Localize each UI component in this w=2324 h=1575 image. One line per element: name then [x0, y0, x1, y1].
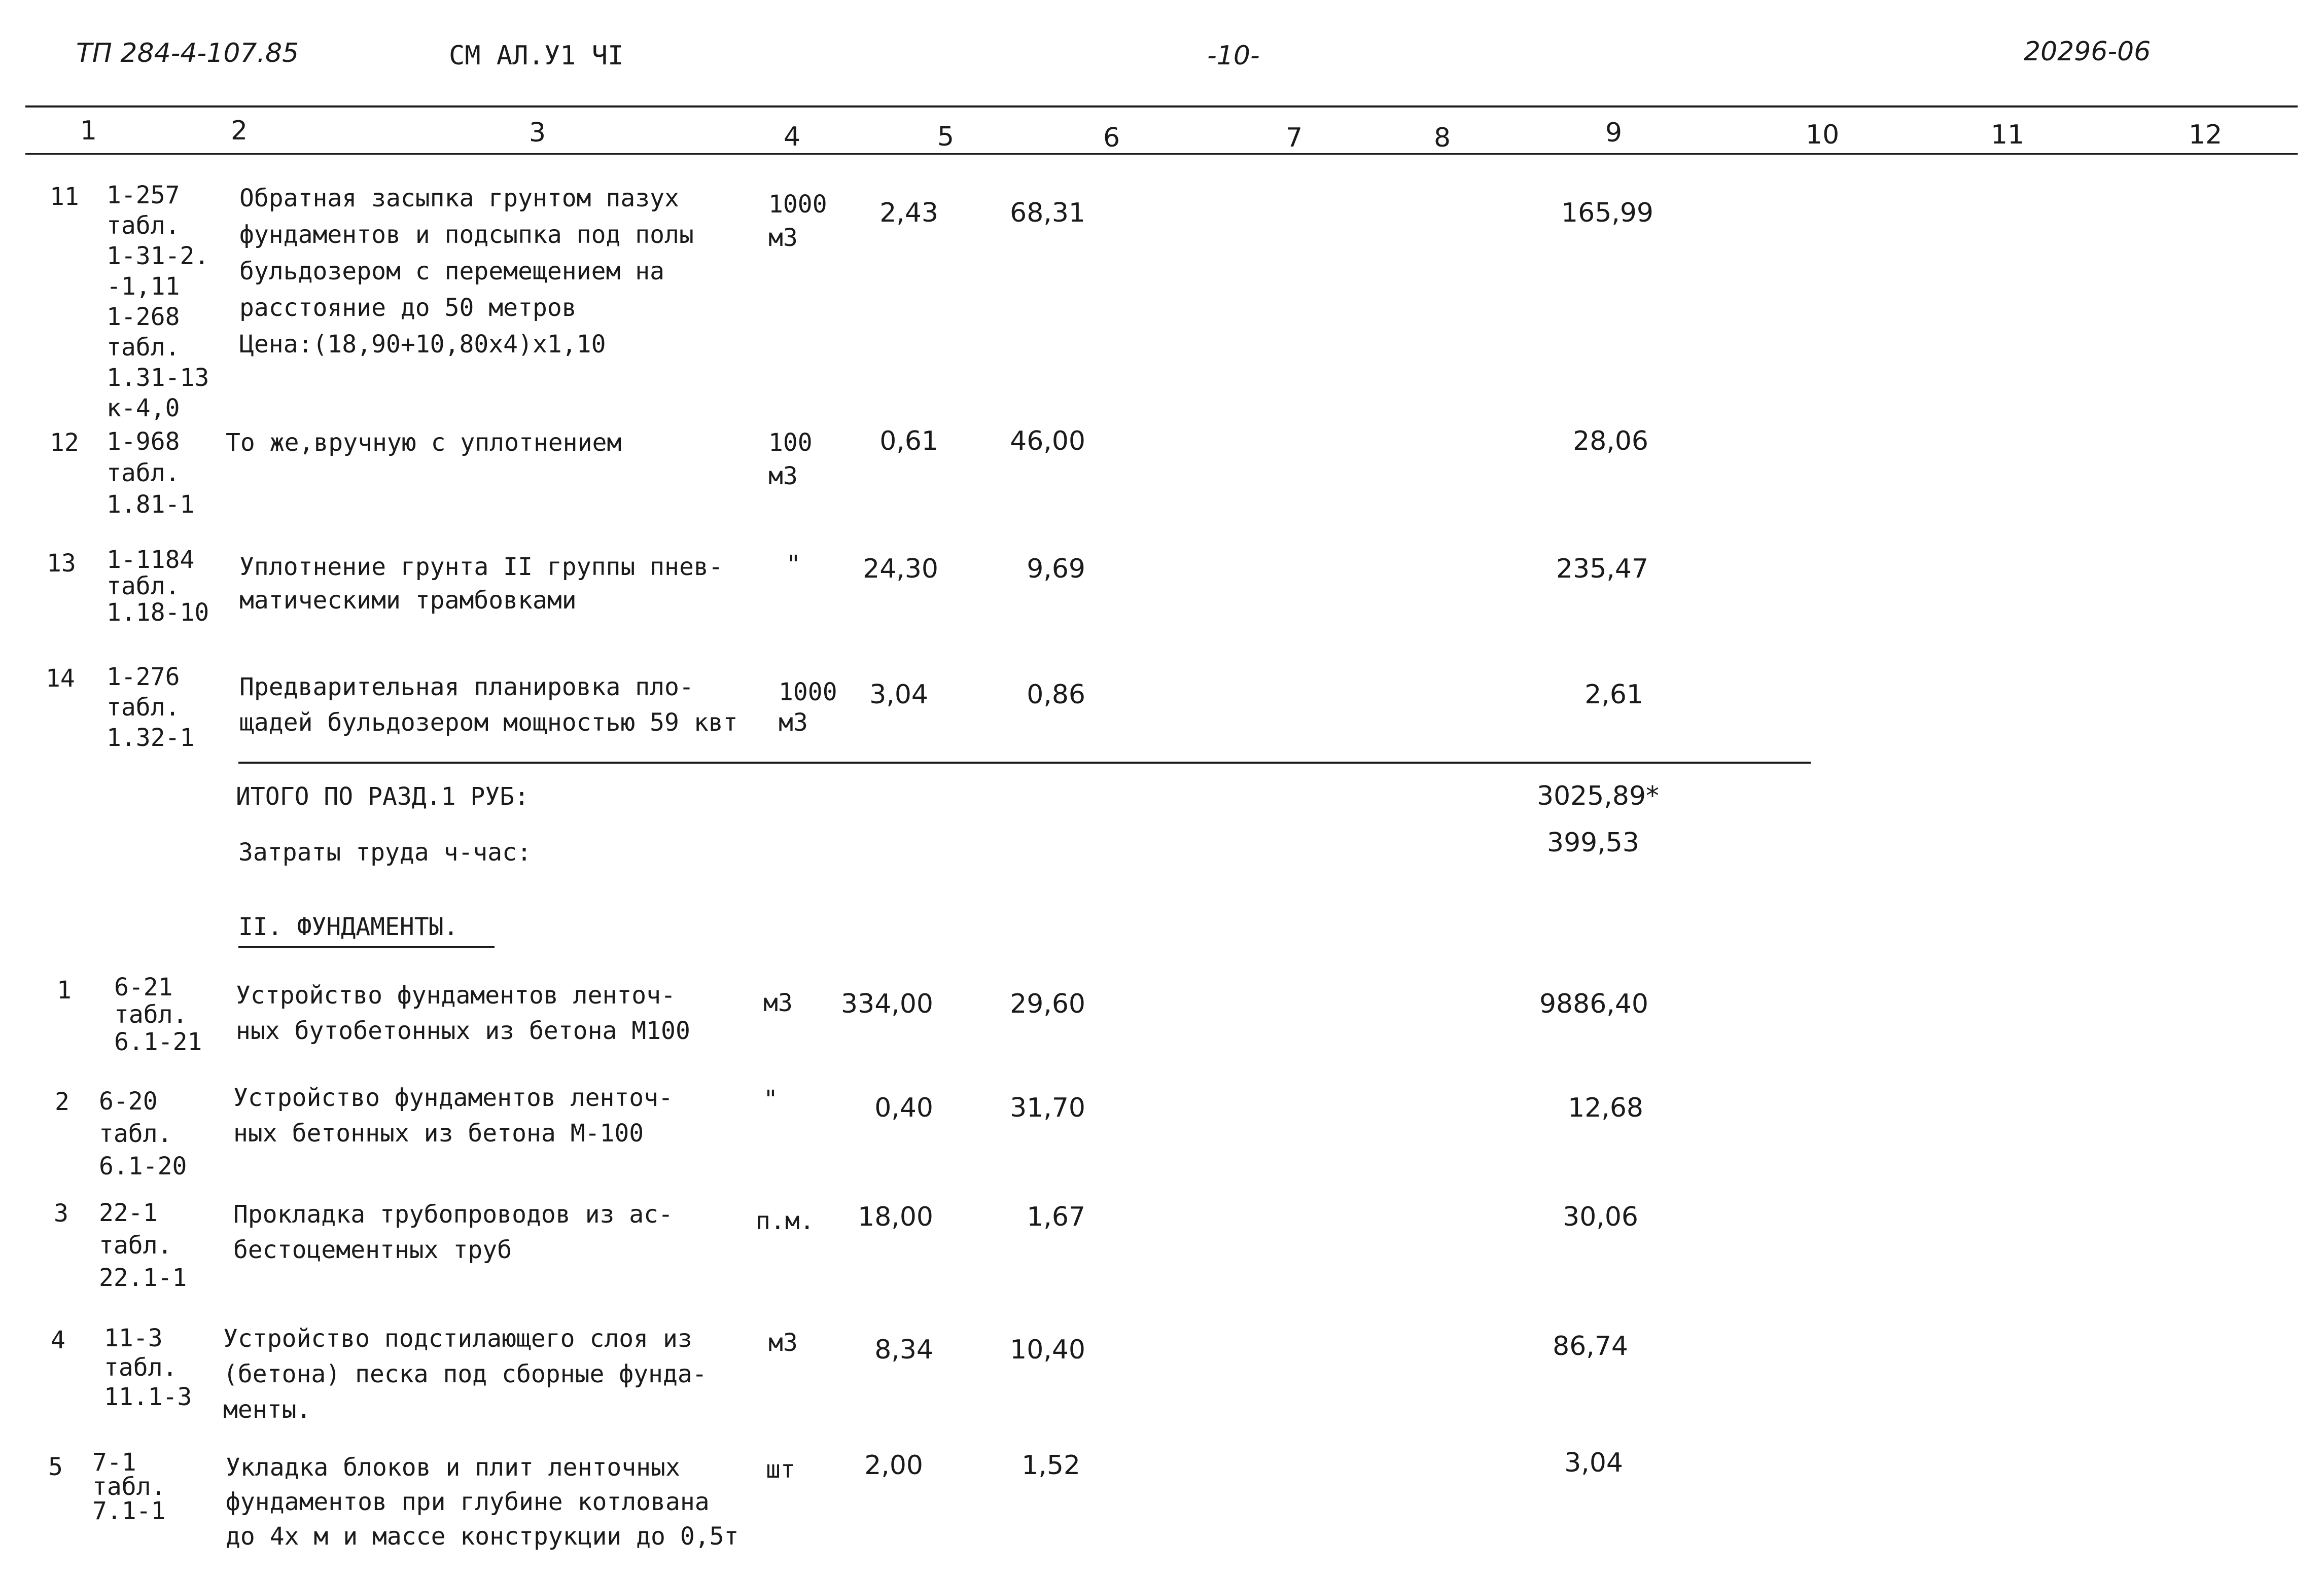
col-number-11: 11	[1991, 120, 2025, 150]
unit-price: 0,86	[1027, 679, 1085, 710]
work-description: Устройство подстилающего слоя из (бетона) песка под сборные фунда- менты.	[223, 1325, 707, 1424]
unit-price: 9,69	[1027, 554, 1085, 584]
unit: "	[763, 1085, 778, 1114]
unit: 1000 м3	[779, 678, 837, 737]
total-cost: 86,74	[1553, 1331, 1628, 1362]
quantity: 0,40	[874, 1093, 933, 1123]
total-cost: 2,61	[1584, 679, 1643, 710]
unit-price: 10,40	[1010, 1335, 1085, 1365]
total-cost: 235,47	[1556, 554, 1648, 584]
row-number: 14	[46, 664, 75, 693]
rate-code: 1-968 табл. 1.81-1	[107, 427, 195, 519]
col-number-10: 10	[1806, 120, 1840, 150]
quantity: 18,00	[858, 1202, 933, 1232]
labor-cost-label: Затраты труда ч-час:	[238, 838, 532, 867]
work-description: Устройство фундаментов ленточ- ных бетонных из бетона М-100	[233, 1084, 673, 1148]
unit-price: 29,60	[1010, 989, 1085, 1019]
header-bottom-rule	[25, 153, 2298, 155]
col-number-3: 3	[529, 118, 546, 148]
col-number-8: 8	[1434, 123, 1451, 153]
doc-code-text: ТП 284-4-107.85	[76, 38, 299, 68]
work-description: То же,вручную с уплотнением	[226, 428, 622, 457]
quantity: 0,61	[879, 426, 938, 456]
rate-code: 6-21 табл. 6.1-21	[114, 973, 202, 1056]
quantity: 2,00	[864, 1450, 923, 1481]
doc-code	[76, 38, 299, 68]
unit-price: 1,52	[1022, 1450, 1080, 1481]
section-title-underline	[238, 946, 495, 948]
row-number: 11	[50, 183, 79, 211]
unit-price: 68,31	[1010, 198, 1085, 228]
unit-price: 1,67	[1027, 1202, 1085, 1232]
document-number: 20296-06	[2024, 37, 2151, 67]
work-description: Прокладка трубопроводов из ас- бестоцементных труб	[233, 1200, 673, 1264]
unit-price: 46,00	[1010, 426, 1085, 456]
page-number: -10-	[1207, 41, 1260, 71]
col-number-2: 2	[231, 116, 248, 146]
section-total-label: ИТОГО ПО РАЗД.1 РУБ:	[236, 782, 529, 811]
total-cost: 30,06	[1563, 1202, 1638, 1232]
rate-code: 6-20 табл. 6.1-20	[99, 1087, 187, 1180]
row-number: 4	[51, 1326, 65, 1354]
col-number-6: 6	[1103, 123, 1120, 153]
section-title: II. ФУНДАМЕНТЫ.	[238, 913, 459, 941]
rate-code: 7-1 табл. 7.1-1	[92, 1448, 166, 1525]
unit: м3	[768, 1329, 798, 1357]
work-description: Предварительная планировка пло- щадей бульдозером мощностью 59 квт	[239, 673, 738, 737]
row-number: 3	[54, 1199, 68, 1228]
col-number-12: 12	[2189, 120, 2223, 150]
unit: 100 м3	[768, 428, 813, 490]
section-total-value: 3025,89*	[1537, 781, 1660, 811]
subtotal-rule	[238, 762, 1811, 764]
unit: "	[786, 550, 801, 579]
total-cost: 3,04	[1564, 1448, 1623, 1478]
col-number-1: 1	[80, 116, 97, 146]
quantity: 3,04	[869, 679, 928, 710]
col-number-5: 5	[937, 122, 955, 152]
row-number: 5	[48, 1453, 63, 1481]
work-description: Устройство фундаментов ленточ- ных бутобетонных из бетона М100	[236, 981, 690, 1045]
col-number-7: 7	[1286, 123, 1303, 153]
unit: п.м.	[756, 1207, 815, 1235]
unit-price: 31,70	[1010, 1093, 1085, 1123]
top-rule	[25, 105, 2298, 108]
work-description: Уплотнение грунта II группы пнев- матическими трамбовками	[239, 553, 723, 615]
rate-code: 1-276 табл. 1.32-1	[107, 663, 195, 752]
unit: м3	[763, 989, 793, 1017]
row-number: 2	[55, 1088, 69, 1116]
total-cost: 28,06	[1573, 426, 1648, 456]
row-number: 1	[57, 976, 72, 1005]
rate-code: 11-3 табл. 11.1-3	[104, 1324, 192, 1411]
rate-code: 22-1 табл. 22.1-1	[99, 1199, 187, 1292]
labor-cost-value: 399,53	[1547, 828, 1639, 858]
quantity: 2,43	[879, 198, 938, 228]
unit: 1000 м3	[768, 190, 827, 252]
col-number-4: 4	[784, 122, 801, 152]
row-number: 12	[50, 428, 79, 457]
rate-code: 1-257 табл. 1-31-2. -1,11 1-268 табл. 1.31-13 к-4,0	[107, 181, 209, 422]
total-cost: 9886,40	[1539, 989, 1648, 1019]
work-description: Обратная засыпка грунтом пазух фундаментов и подсыпка под полы бульдозером с перемещением на расстояние до 50 метров Цена:(18,90+10,80х4)х1,10	[239, 184, 694, 359]
row-number: 13	[47, 549, 76, 578]
quantity: 8,34	[874, 1335, 933, 1365]
total-cost: 12,68	[1568, 1093, 1643, 1123]
unit: шт	[766, 1455, 795, 1484]
sheet-code: СМ АЛ.У1 ЧI	[449, 41, 624, 71]
col-number-9: 9	[1605, 118, 1623, 148]
quantity: 24,30	[863, 554, 938, 584]
rate-code: 1-1184 табл. 1.18-10	[107, 546, 209, 627]
total-cost: 165,99	[1561, 198, 1653, 228]
work-description: Укладка блоков и плит ленточных фундаментов при глубине котлована до 4х м и массе конструкции до 0,5т	[226, 1453, 739, 1551]
quantity: 334,00	[841, 989, 933, 1019]
